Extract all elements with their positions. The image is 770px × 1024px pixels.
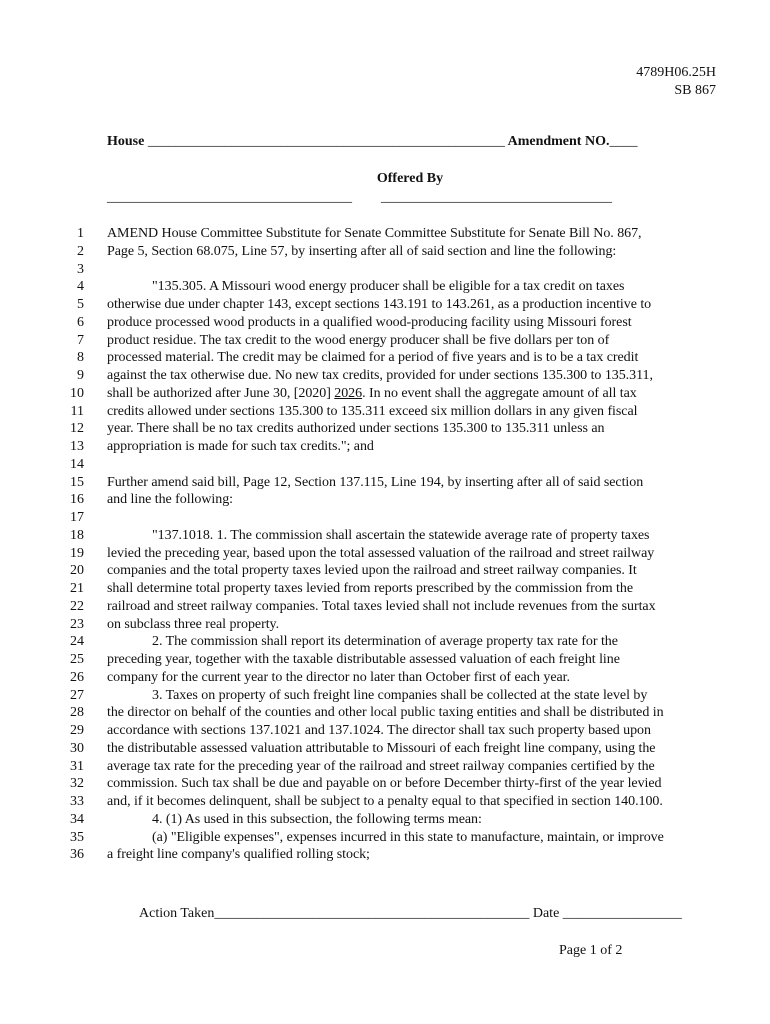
document-line	[60, 474, 720, 492]
line-text-part: shall be authorized after June 30, [2020]	[107, 385, 335, 401]
line-text: and line the following:	[107, 492, 233, 508]
line-number: 10	[70, 385, 84, 401]
line-number: 35	[70, 829, 84, 845]
line-text: AMEND House Committee Substitute for Senate Committee Substitute for Senate Bill No. 867,	[107, 226, 642, 241]
amendment-header-line	[107, 134, 713, 150]
line-number: 25	[70, 652, 84, 667]
document-line	[60, 846, 720, 864]
document-line	[60, 243, 720, 261]
action-taken-label: Action Taken	[139, 906, 215, 921]
house-blank: ___________________________________________________	[147, 134, 505, 149]
line-text: 4. (1) As used in this subsection, the following terms mean:	[152, 811, 482, 827]
inserted-text: 2026	[334, 385, 363, 401]
document-line	[60, 349, 720, 367]
document-line	[60, 314, 720, 332]
line-number: 12	[70, 421, 84, 437]
document-line	[60, 403, 720, 421]
line-text: produce processed wood products in a qualified wood-producing facility using Missouri forest	[107, 314, 632, 330]
document-line	[60, 598, 720, 616]
line-number: 22	[70, 598, 84, 614]
line-text: credits allowed under sections 135.300 to 135.311 exceed six million dollars in any given fiscal	[107, 403, 638, 419]
line-number: 18	[70, 527, 84, 543]
line-number: 21	[70, 581, 84, 596]
line-text	[107, 385, 637, 403]
line-text: commission. Such tax shall be due and payable on or before December thirty-first of the year levied	[107, 776, 662, 792]
line-text: average tax rate for the preceding year of the railroad and street railway companies certified by the	[107, 758, 655, 774]
line-text: preceding year, together with the taxable distributable assessed valuation of each freight line	[107, 652, 620, 667]
line-number: 14	[70, 456, 84, 472]
line-number: 15	[70, 474, 84, 490]
line-text: against the tax otherwise due. No new tax credits, provided for under sections 135.300 to 135.311,	[107, 368, 653, 383]
line-text: 3. Taxes on property of such freight line companies shall be collected at the state level by	[152, 687, 648, 703]
line-number: 23	[70, 616, 84, 632]
line-number: 24	[70, 634, 84, 650]
amendment-number-label: Amendment NO.	[507, 134, 610, 149]
line-number: 27	[70, 687, 84, 703]
document-line	[60, 616, 720, 634]
offered-by-label: Offered By	[376, 171, 444, 186]
line-text: Page 5, Section 68.075, Line 57, by inserting after all of said section and line the following:	[107, 243, 617, 259]
document-line	[60, 829, 720, 847]
line-text: levied the preceding year, based upon the total assessed valuation of the railroad and street railway	[107, 545, 655, 561]
line-text: year. There shall be no tax credits authorized under sections 135.300 to 135.311 unless an	[107, 421, 605, 437]
line-number: 32	[70, 776, 84, 792]
document-line	[60, 562, 720, 580]
document-identifier	[636, 64, 716, 100]
line-number: 9	[77, 368, 84, 383]
document-line	[60, 704, 720, 722]
document-line	[60, 420, 720, 438]
bill-number: SB 867	[674, 83, 716, 98]
document-line	[60, 669, 720, 687]
line-text: and, if it becomes delinquent, shall be subject to a penalty equal to that specified in section 140.100.	[107, 794, 663, 809]
document-line	[60, 296, 720, 314]
document-line	[60, 385, 720, 403]
document-line	[60, 758, 720, 776]
line-number: 17	[70, 510, 84, 525]
line-number: 19	[70, 545, 84, 561]
line-number: 11	[70, 403, 84, 419]
line-text: shall determine total property taxes levied from reports prescribed by the commission from the	[107, 581, 633, 596]
amendment-body	[60, 225, 720, 864]
line-text: "135.305. A Missouri wood energy producer shall be eligible for a tax credit on taxes	[152, 279, 625, 295]
document-line	[60, 811, 720, 829]
line-number: 28	[70, 705, 84, 721]
line-text: on subclass three real property.	[107, 616, 280, 632]
line-text: company for the current year to the director no later than October first of each year.	[107, 669, 570, 685]
document-line	[60, 722, 720, 740]
line-number: 16	[70, 492, 84, 508]
line-number: 6	[77, 314, 84, 330]
offered-by-blank-left: ___________________________________	[107, 190, 352, 205]
line-text: a freight line company's qualified rolling stock;	[107, 847, 370, 863]
line-text: product residue. The tax credit to the wood energy producer shall be five dollars per ton of	[107, 332, 610, 348]
line-number: 29	[70, 723, 84, 738]
document-line	[60, 545, 720, 563]
action-taken-blank: _____________________________________________	[214, 906, 530, 921]
document-line	[60, 225, 720, 243]
offered-by-blank-right: _________________________________	[381, 190, 612, 205]
document-line	[60, 367, 720, 385]
line-number: 26	[70, 669, 84, 685]
amendment-number-blank: ____	[609, 134, 638, 149]
line-number: 5	[77, 297, 84, 312]
date-blank: _________________	[562, 906, 682, 921]
line-text: appropriation is made for such tax credits."; and	[107, 439, 374, 454]
house-label: House	[107, 134, 145, 149]
line-number: 7	[77, 332, 84, 348]
document-line	[60, 491, 720, 509]
line-text: "137.1018. 1. The commission shall ascertain the statewide average rate of property taxes	[152, 527, 650, 543]
line-text: companies and the total property taxes levied upon the railroad and street railway companies. It	[107, 563, 637, 579]
line-text: accordance with sections 137.1021 and 137.1024. The director shall tax such property based upon	[107, 723, 651, 738]
action-taken-line	[139, 906, 682, 922]
line-text: Further amend said bill, Page 12, Section 137.115, Line 194, by inserting after all of said section	[107, 474, 644, 490]
document-line	[60, 456, 720, 474]
document-line	[60, 332, 720, 350]
line-number: 13	[70, 439, 84, 454]
line-text-part: . In no event shall the aggregate amount of all tax	[362, 385, 637, 401]
document-line	[60, 580, 720, 598]
line-number: 33	[70, 794, 84, 809]
line-number: 30	[70, 740, 84, 756]
line-number: 1	[77, 226, 84, 241]
doc-code: 4789H06.25H	[636, 65, 716, 80]
document-line	[60, 687, 720, 705]
date-label: Date	[532, 906, 560, 921]
document-line	[60, 775, 720, 793]
line-text: (a) "Eligible expenses", expenses incurred in this state to manufacture, maintain, or improve	[152, 829, 664, 845]
line-text: processed material. The credit may be claimed for a period of five years and is to be a tax credit	[107, 350, 639, 366]
line-text: railroad and street railway companies. Total taxes levied shall not include revenues from the surtax	[107, 598, 656, 614]
line-number: 36	[70, 847, 84, 863]
page-number: Page 1 of 2	[559, 943, 623, 958]
line-text: the director on behalf of the counties and other local public taxing entities and shall be distributed in	[107, 705, 664, 721]
document-line	[60, 261, 720, 279]
line-number: 34	[70, 811, 84, 827]
line-text: the distributable assessed valuation attributable to Missouri of each freight line company, using the	[107, 740, 656, 756]
document-line	[60, 527, 720, 545]
line-number: 31	[70, 758, 84, 774]
document-line	[60, 793, 720, 811]
line-text: otherwise due under chapter 143, except sections 143.191 to 143.261, as a production incentive to	[107, 297, 652, 312]
line-number: 3	[77, 261, 84, 277]
document-line	[60, 509, 720, 527]
document-line	[60, 438, 720, 456]
document-line	[60, 278, 720, 296]
line-number: 2	[77, 243, 84, 259]
document-line	[60, 740, 720, 758]
line-number: 20	[70, 563, 84, 579]
line-number: 8	[77, 350, 84, 366]
line-text: 2. The commission shall report its determination of average property tax rate for the	[152, 634, 618, 650]
offered-by-signature-lines	[107, 190, 697, 206]
document-line	[60, 633, 720, 651]
document-line	[60, 651, 720, 669]
line-number: 4	[77, 279, 84, 295]
